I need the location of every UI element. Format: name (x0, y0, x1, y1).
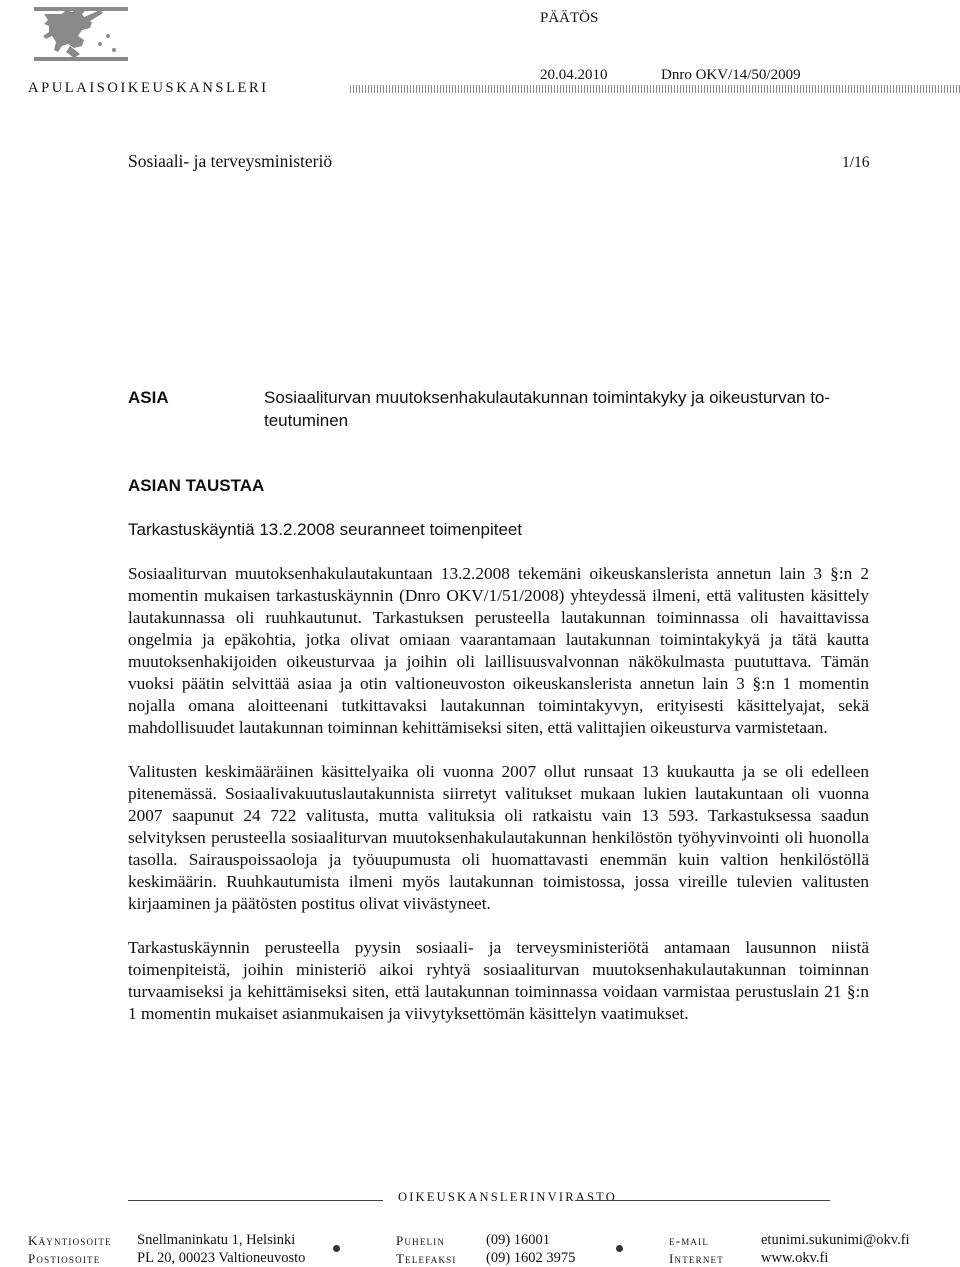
footer-visit-label: Käyntiosoite (28, 1233, 112, 1248)
body-paragraph: Tarkastuskäynnin perusteella pyysin sosiaali- ja terveysministeriötä antamaan lausunnon niistä toimenpiteistä, joihin ministeriö aikoi ryhtyä sosiaaliturvan muutoksenhakulautakunnan toiminnan turvaamiseksi ja kehittämiseksi siten, että lautakunnan toiminnassa voidaan varmistaa perustuslain 21 §:n 1 momentin mukaiset asianmukaisen ja viivytyksettömän käsittelyn vaatimukset. (128, 938, 869, 1023)
document-type: PÄÄTÖS (540, 10, 599, 26)
section-heading: ASIAN TAUSTAA (128, 476, 265, 495)
organization-name: APULAISOIKEUSKANSLERI (28, 80, 269, 96)
footer-post-label: Postiosoite (28, 1251, 101, 1266)
section-subheading: Tarkastuskäyntiä 13.2.2008 seuranneet toimenpiteet (128, 520, 523, 539)
recipient: Sosiaali- ja terveysministeriö (128, 151, 333, 171)
footer-post-address: PL 20, 00023 Valtioneuvosto (137, 1250, 306, 1266)
document-date: 20.04.2010 (540, 67, 608, 83)
header-divider (350, 85, 960, 93)
footer-organization: OIKEUSKANSLERINVIRASTO (398, 1190, 618, 1204)
footer-phone-label: Puhelin (396, 1233, 446, 1248)
footer-divider (575, 1200, 830, 1201)
footer-phone-number: (09) 16001 (486, 1232, 551, 1248)
footer-internet-label: Internet (669, 1251, 724, 1266)
body-paragraph: Sosiaaliturvan muutoksenhakulautakuntaan 13.2.2008 tekemäni oikeuskanslerista annetun lain 3 §:n 2 momentin mukaisen tarkastuskäynnin (Dnro OKV/1/51/2008) yhteydessä ilmeni, että valitusten käsittely lautakunnassa oli ruuhkautunut. Tarkastuksen perusteella lautakunnan toiminnassa oli havaittavissa ongelmia ja epäkohtia, jotka olivat omiaan vaarantamaan lautakunnan toimintakykyä ja tätä kautta muutoksenhakijoiden oikeusturvaa ja joihin oli laillisuusvalvonnan näkökulmasta puututtava. Tämän vuoksi päätin selvittää asiaa ja otin valtioneuvoston oikeuskanslerista annetun lain 3 §:n 1 momentin nojalla omana aloitteenani tutkittavaksi lautakunnan toimintakyvyn, erityisesti käsittelyajat, sekä mahdollisuudet lautakunnan toiminnan kehittämiseksi siten, että valittajien oikeusturva varmistetaan. (128, 564, 869, 737)
document-reference-number: Dnro OKV/14/50/2009 (661, 67, 801, 83)
footer-visit-address: Snellmaninkatu 1, Helsinki (137, 1232, 296, 1248)
footer-email-label: e-mail (669, 1233, 710, 1248)
footer-website-link[interactable]: www.okv.fi (761, 1250, 829, 1266)
footer-fax-number: (09) 1602 3975 (486, 1250, 576, 1266)
subject-line-1: Sosiaaliturvan muutoksenhakulautakunnan toimintakyky ja oikeusturvan to- (264, 388, 831, 407)
body-paragraph: Valitusten keskimääräinen käsittelyaika oli vuonna 2007 ollut runsaat 13 kuukautta ja se oli edelleen pitenemässä. Sosiaalivakuutuslautakunnista siirretyt valitukset mukaan lukien lautakuntaan oli vuonna 2007 saapunut 24 722 valitusta, mutta valituksia oli ratkaistu vain 13 593. Tarkastuksessa saadun selvityksen perusteella sosiaaliturvan muutoksenhakulautakunnan henkilöstön työhyvinvointi oli huonolla tasolla. Sairauspoissaoloja ja työuupumusta oli huomattavasti enemmän kuin valtion henkilöstöllä keskimäärin. Ruuhkautumista ilmeni myös lautakunnan toimistossa, jossa vireille tulevien valitusten kirjaaminen ja päätösten postitus olivat viivästyneet. (128, 762, 869, 913)
footer-divider (128, 1200, 383, 1201)
footer-bullet-icon (616, 1245, 623, 1252)
footer-email-address[interactable]: etunimi.sukunimi@okv.fi (761, 1232, 910, 1248)
document-body (128, 563, 869, 1047)
page-number: 1/16 (842, 154, 870, 171)
subject-text (264, 386, 874, 432)
subject-line-2: teutuminen (264, 411, 349, 430)
coat-of-arms-lion-icon (30, 4, 130, 64)
footer-bullet-icon (333, 1245, 340, 1252)
footer-fax-label: Telefaksi (396, 1251, 457, 1266)
subject-label: ASIA (128, 388, 169, 407)
